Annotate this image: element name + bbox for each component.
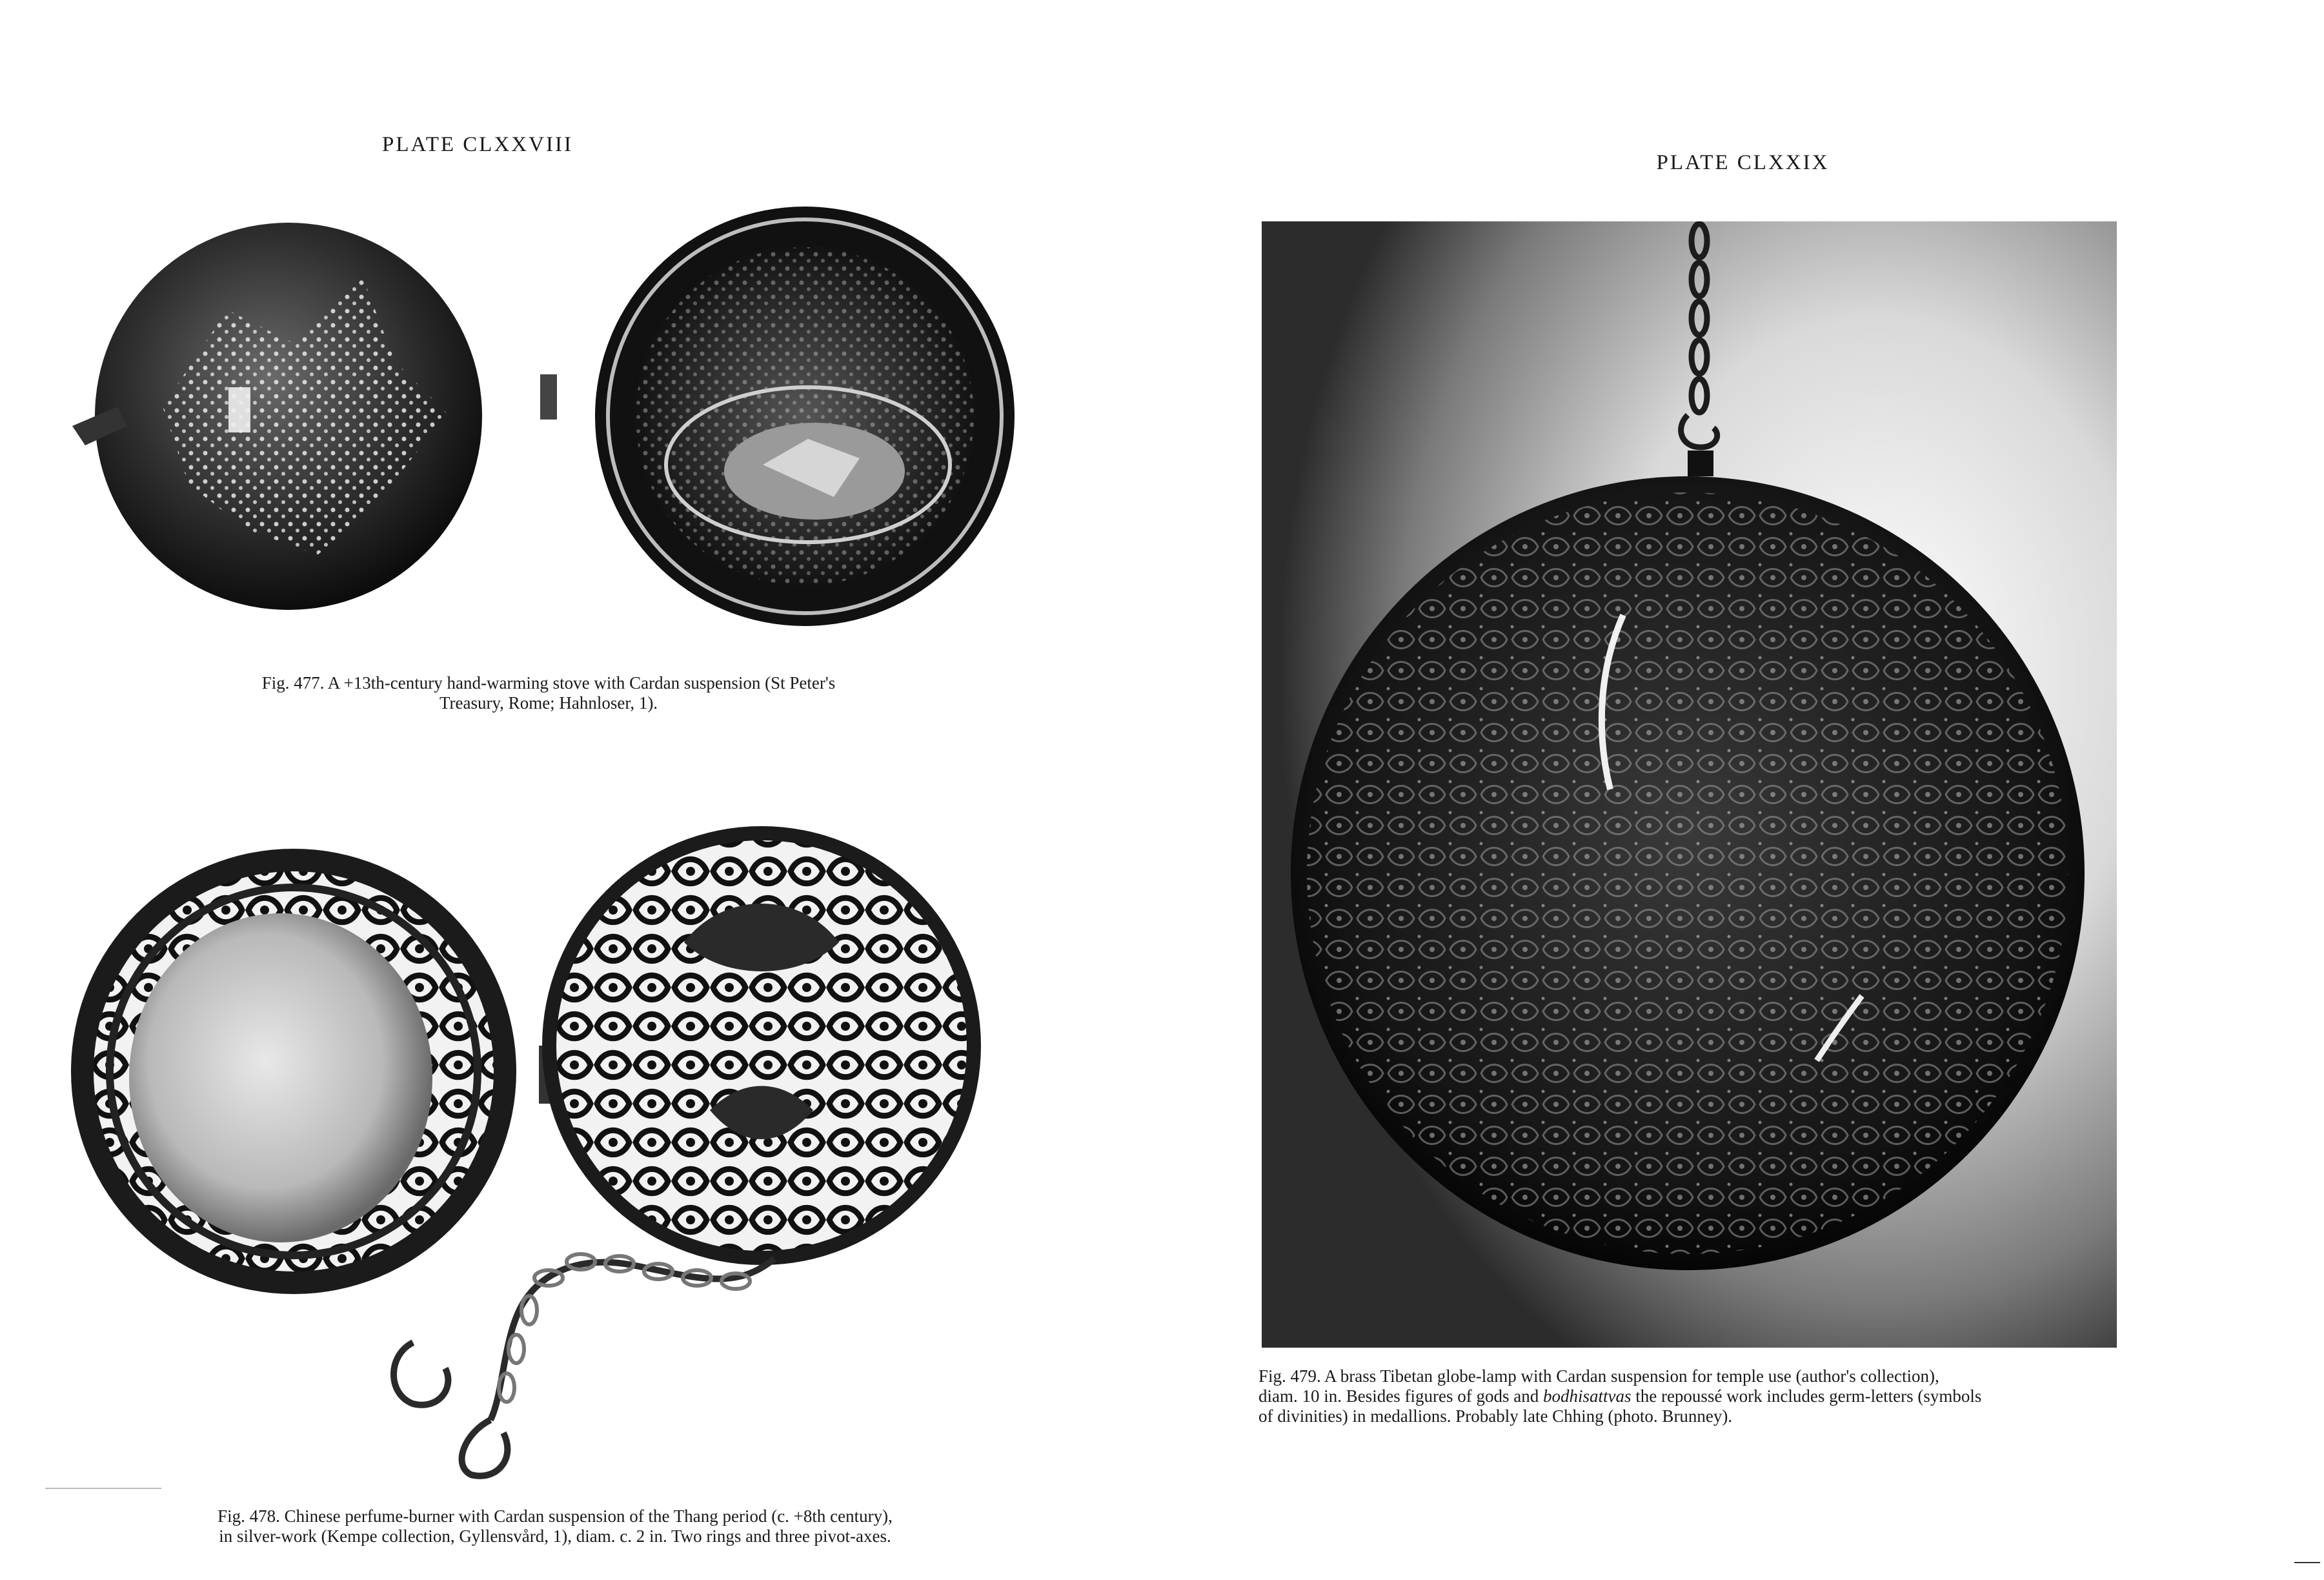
fig477-caption-line-1: Fig. 477. A +13th-century hand-warming stove with Cardan suspension (St Peter's xyxy=(261,673,836,693)
stove-left-hemisphere xyxy=(72,223,482,610)
fig479-caption-line-1: Fig. 479. A brass Tibetan globe-lamp with Cardan suspension for temple use (author's collection), xyxy=(1258,1366,1939,1386)
stove-right-hemisphere xyxy=(595,207,1015,626)
fig479-caption-line-2 xyxy=(1258,1386,2123,1406)
fig478-photo-perfume-burner xyxy=(52,775,1058,1484)
fig479-caption-line-3: of divinities) in medallions. Probably late Chhing (photo. Brunney). xyxy=(1258,1406,1733,1426)
fig478-caption-line-2: in silver-work (Kempe collection, Gyllensvård, 1), diam. c. 2 in. Two rings and three pivot-axes. xyxy=(219,1526,891,1546)
chain-links xyxy=(499,1254,750,1402)
burner-left-hemisphere xyxy=(71,849,516,1294)
burner-chain-and-hook xyxy=(394,1259,774,1476)
fig477-caption xyxy=(116,673,981,713)
fig477-caption-line-2: Treasury, Rome; Hahnloser, 1). xyxy=(439,693,658,713)
fig478-caption xyxy=(71,1506,1039,1546)
fig479-caption-italic-term: bodhisattvas xyxy=(1542,1386,1632,1406)
fig477-photo-hand-warming-stove xyxy=(59,194,1055,658)
right-page xyxy=(1162,0,2324,1580)
page-edge-mark xyxy=(2294,1562,2320,1563)
plate-title-clxxix: PLATE CLXXIX xyxy=(1656,151,1830,174)
plate-title-clxxviii: PLATE CLXXVIII xyxy=(382,133,573,156)
fig478-caption-line-1: Fig. 478. Chinese perfume-burner with Cardan suspension of the Thang period (c. +8th century), xyxy=(217,1506,893,1526)
fig479-caption xyxy=(1258,1366,2123,1426)
fig479-photo-tibetan-globe-lamp xyxy=(1262,221,2117,1348)
fig479-caption-line-2-pre: diam. 10 in. Besides figures of gods and xyxy=(1258,1386,1543,1406)
lamp-globe xyxy=(1291,476,2085,1270)
burner-right-hemisphere xyxy=(542,826,981,1265)
fig479-caption-line-2-post: the repoussé work includes germ-letters (symbols xyxy=(1631,1386,1982,1406)
edge-rule xyxy=(45,1488,161,1489)
